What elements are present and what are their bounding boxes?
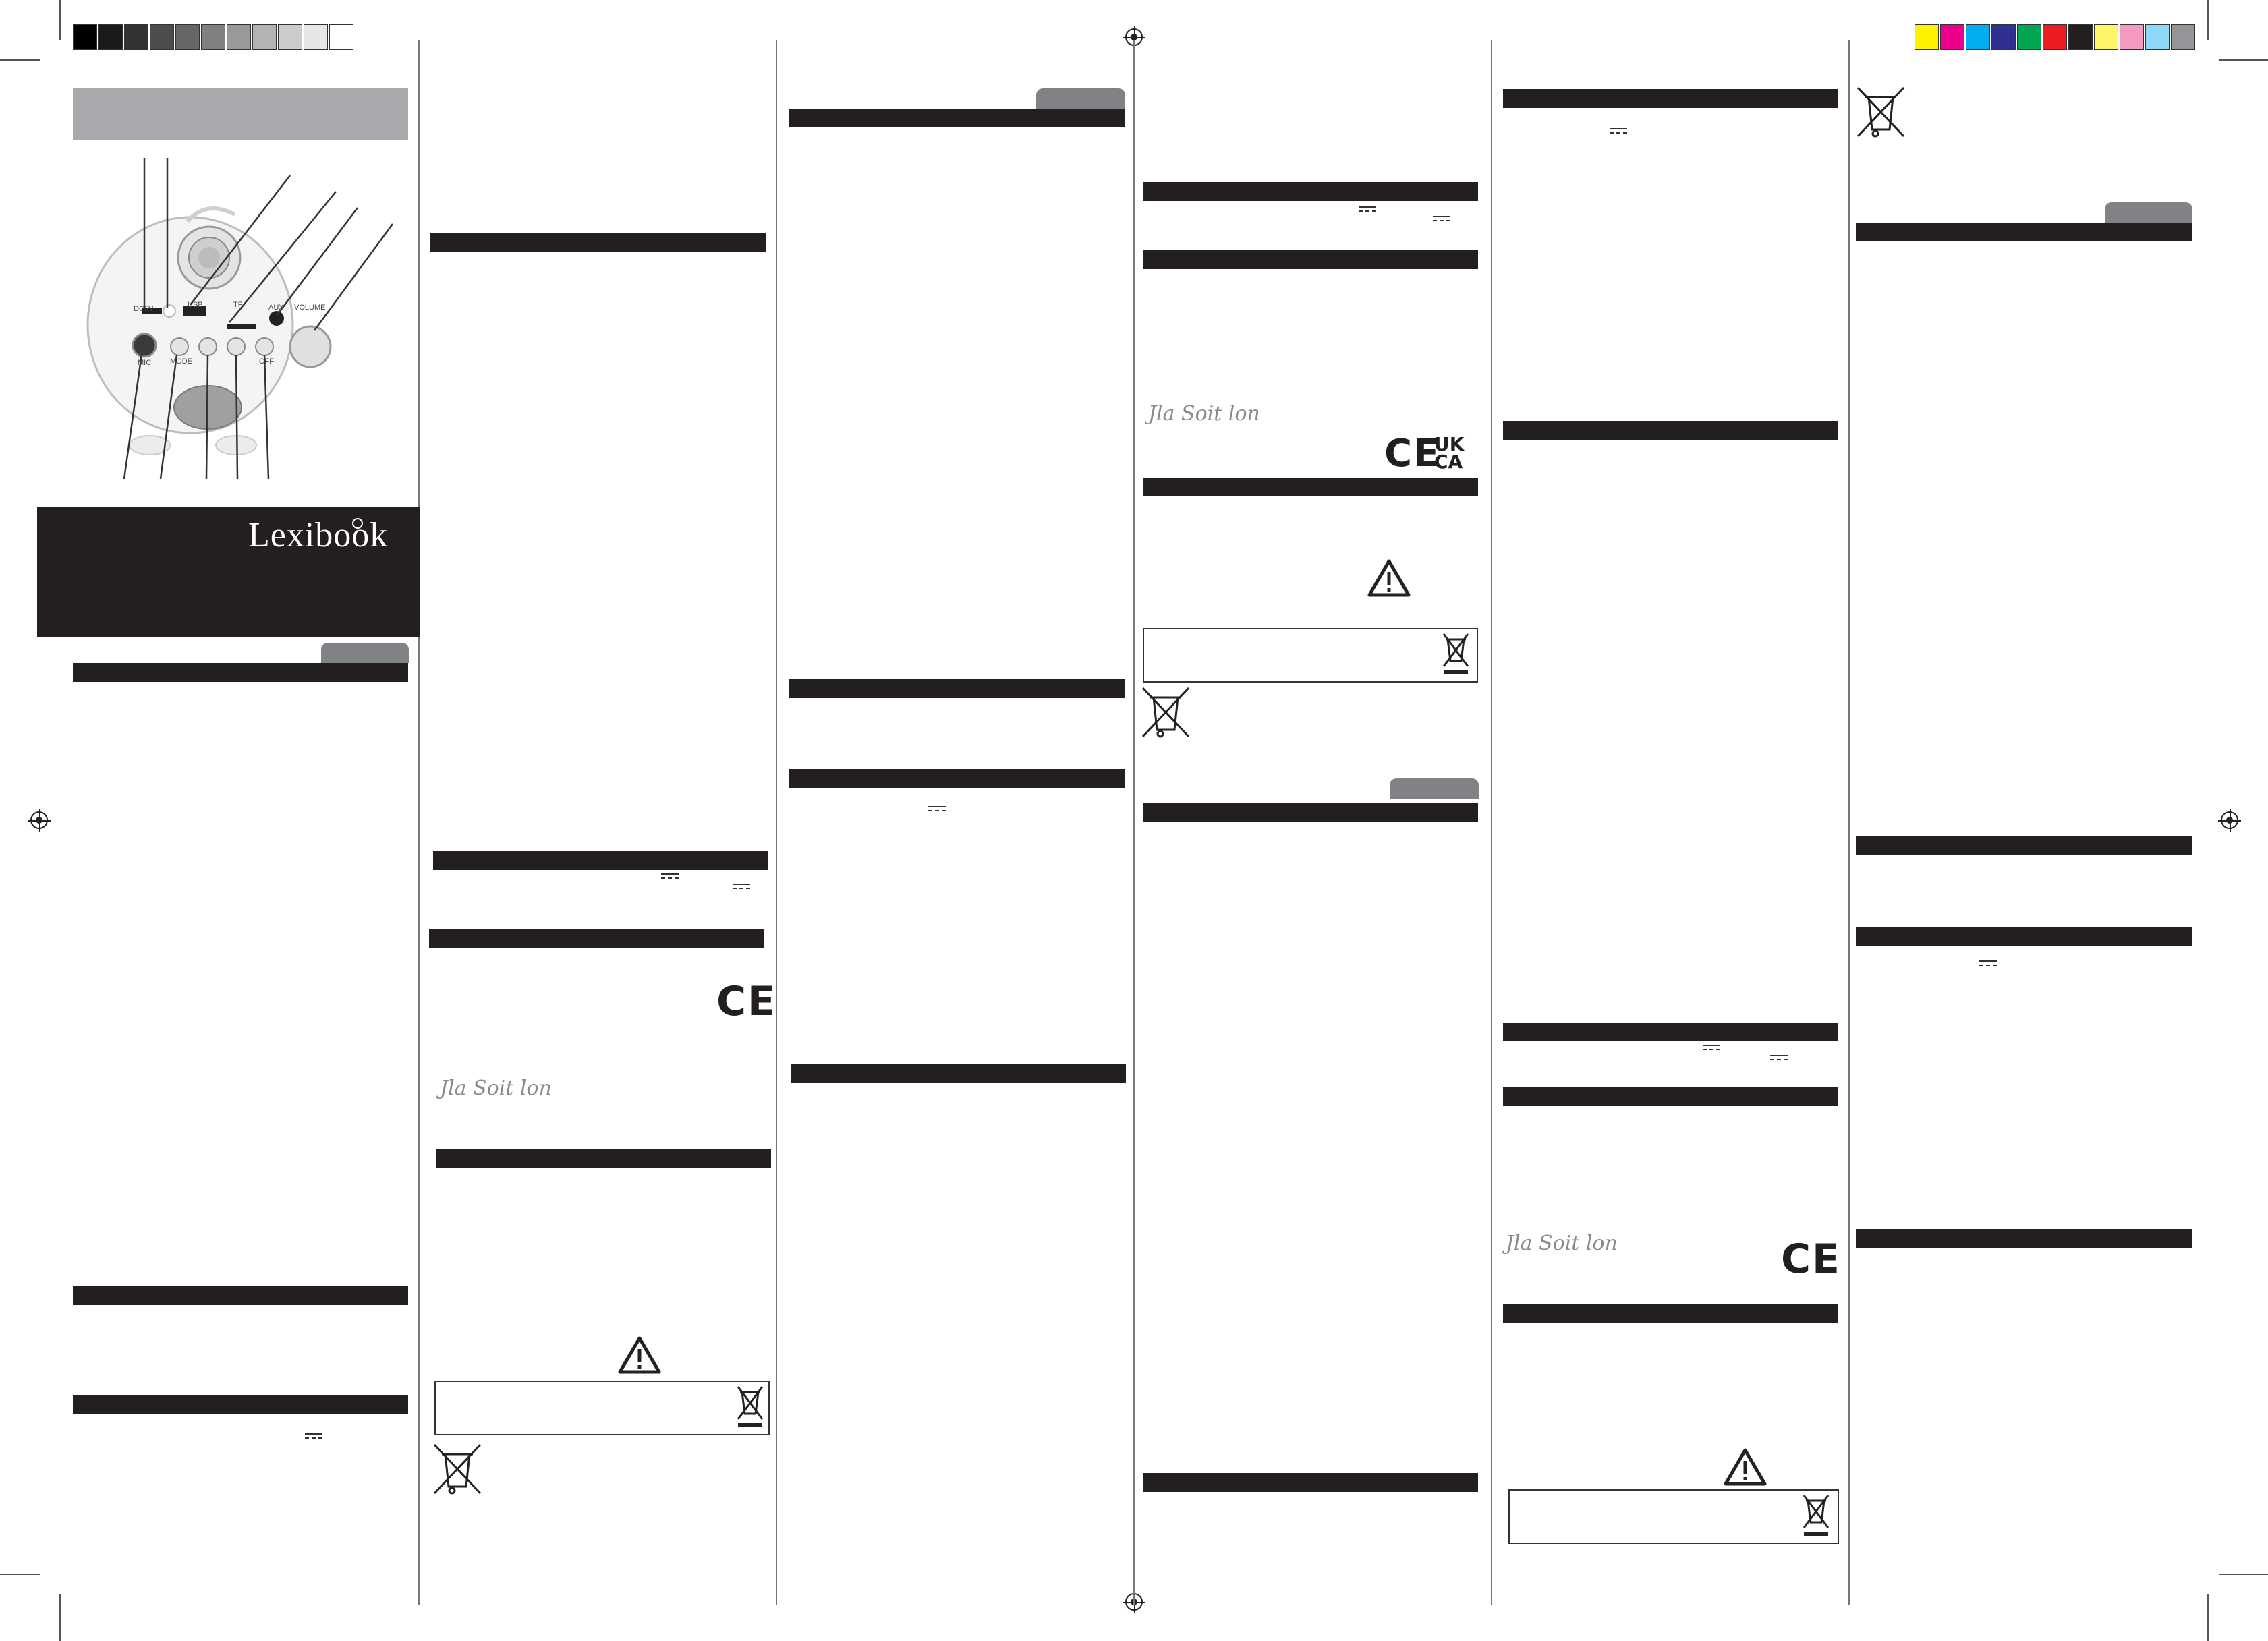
gray-swatch [124,24,148,50]
signature: Jla Soit lon [1148,402,1260,426]
label-tf: TF [233,301,243,309]
section-bar [1503,1304,1838,1323]
label-volume: VOLUME [294,304,326,312]
dc-symbol-icon [1610,128,1627,135]
language-tab [321,643,409,663]
color-swatch [2171,24,2195,50]
color-swatch [1940,24,1964,50]
globe-icon [352,518,363,529]
label-aux: AUX [268,304,284,312]
section-bar [1143,803,1478,822]
section-bar [429,929,764,948]
dc-symbol-icon [928,806,946,813]
section-bar [1856,927,2192,946]
ce-mark: CE [716,978,777,1025]
gray-swatch [73,24,97,50]
brand-logo: Lexibook [248,516,389,554]
weee-bin-icon [432,1442,483,1496]
gray-swatch [175,24,200,50]
warning-triangle-icon [1723,1447,1767,1487]
language-tab [2105,202,2192,223]
dc-symbol-icon [1359,206,1376,213]
color-swatch [2120,24,2144,50]
crop-mark [59,0,61,40]
crop-mark [2207,0,2209,40]
gray-swatch [278,24,302,50]
color-swatch [1991,24,2016,50]
dc-symbol-icon [1979,960,1997,967]
color-swatch [1915,24,1939,50]
section-bar [73,663,408,682]
weee-bin-icon [1140,685,1191,739]
gray-swatch [304,24,328,50]
section-bar [1143,1473,1478,1492]
registration-mark-icon [2221,811,2238,829]
section-bar [1856,223,2192,241]
label-off: OFF [259,357,274,366]
weee-bin-icon [1801,1493,1831,1537]
gray-swatch [329,24,353,50]
registration-mark-icon [30,811,48,829]
section-bar [789,769,1125,788]
gray-swatch [252,24,277,50]
fold-line [1491,40,1492,1605]
crop-mark [59,1594,61,1641]
cover-grey-header [73,88,408,140]
section-bar [1503,1087,1838,1106]
section-bar [789,679,1125,698]
dc-symbol-icon [733,884,750,890]
weee-notice-box [1508,1489,1839,1544]
section-bar [791,1064,1126,1083]
crop-mark [2207,1594,2209,1641]
warning-triangle-icon [1367,558,1411,598]
fold-line [776,40,777,1605]
signature: Jla Soit lon [1506,1232,1618,1255]
language-tab [1390,778,1479,799]
color-swatch [2145,24,2170,50]
dc-symbol-icon [1703,1045,1720,1052]
color-swatch [2043,24,2067,50]
color-swatch [2068,24,2093,50]
crop-mark [2219,59,2268,61]
fold-line [1848,40,1850,1605]
section-bar [1503,421,1838,440]
weee-notice-box [1143,628,1478,683]
section-bar [1143,478,1478,496]
color-swatch [1966,24,1990,50]
section-bar [1503,1023,1838,1041]
gray-swatch [201,24,225,50]
color-swatch [2017,24,2041,50]
label-dc: DC5V [134,305,154,313]
gray-swatch [98,24,123,50]
section-bar [436,1149,771,1168]
color-swatch [2094,24,2118,50]
fold-line [1133,40,1135,1605]
gray-swatch [150,24,174,50]
dc-symbol-icon [1770,1055,1788,1062]
fold-line [418,40,420,1605]
ukca-uk: UK [1434,433,1465,455]
section-bar [430,233,766,252]
section-bar [73,1286,408,1305]
crop-mark [0,1574,40,1575]
weee-bin-icon [1441,631,1471,676]
section-bar [1503,89,1838,108]
section-bar [1143,250,1478,269]
crop-mark [2219,1574,2268,1575]
weee-notice-box [434,1381,770,1435]
dc-symbol-icon [661,873,679,880]
weee-bin-icon [1855,85,1906,139]
section-bar [1143,182,1478,201]
ce-mark: CE [1384,432,1441,476]
section-bar [73,1395,408,1414]
section-bar [1856,1229,2192,1248]
ce-mark: CE [1781,1236,1842,1283]
dc-symbol-icon [305,1433,322,1440]
language-tab [1036,88,1125,109]
label-mode: MODE [170,357,192,366]
section-bar [433,851,768,870]
dc-symbol-icon [1433,216,1450,223]
label-usb: USB [188,301,203,309]
gray-swatch [227,24,251,50]
ukca-ca: CA [1434,451,1463,473]
warning-triangle-icon [617,1335,662,1375]
crop-mark [0,59,40,61]
signature: Jla Soit lon [440,1076,552,1100]
ukca-mark [1434,433,1465,473]
product-illustration [74,148,408,486]
section-bar [789,109,1125,127]
label-mic: MIC [138,359,152,367]
weee-bin-icon [735,1384,765,1429]
section-bar [1856,836,2192,855]
